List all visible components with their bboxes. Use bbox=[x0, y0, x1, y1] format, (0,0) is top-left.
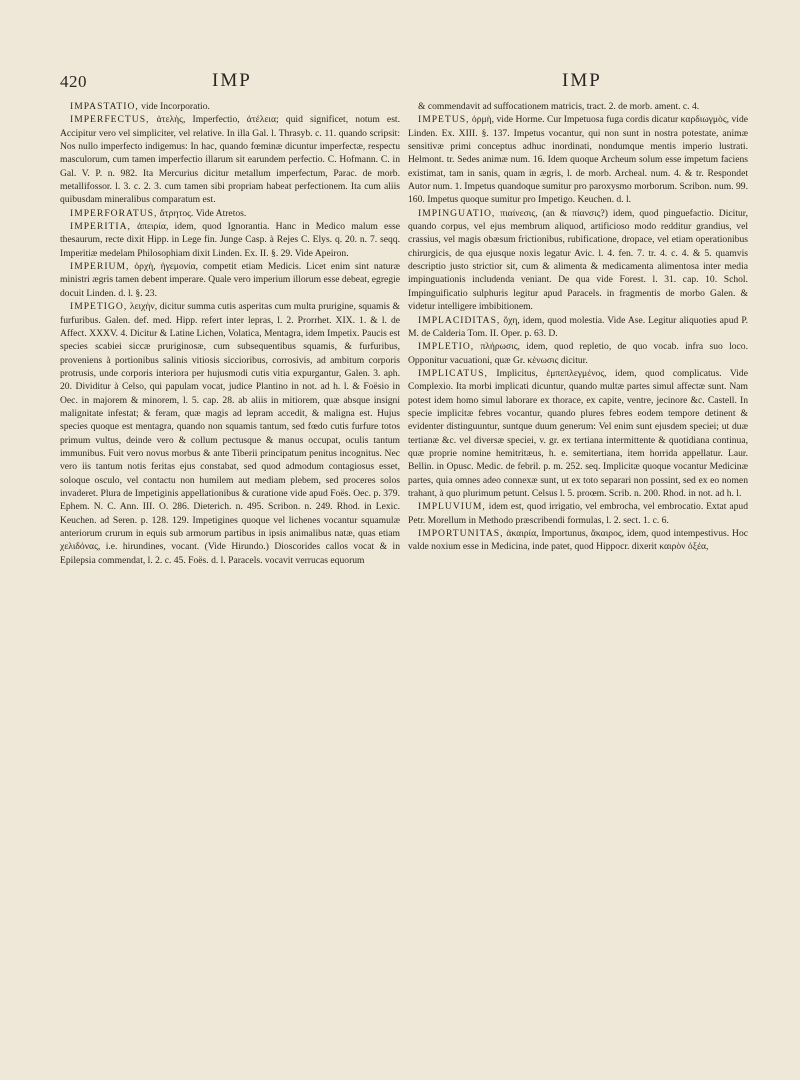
entry-headword: IMPERIUM, bbox=[70, 261, 130, 273]
entry-text: πλήρωσις, idem, quod repletio, de quo vocab. infra suo loco. Opponitur vacuationi, quæ Gr. κένωσις dicitur. bbox=[408, 341, 748, 366]
entry-text: ὄχη, idem, quod molestia. Vide Ase. Legitur aliquoties apud P. M. de Calderia Tom. II. Oper. p. 63. D. bbox=[408, 314, 748, 339]
entry-imperforatus bbox=[60, 207, 400, 220]
entry-headword: IMPINGUATIO, bbox=[418, 207, 496, 219]
entry-impastatio bbox=[60, 100, 400, 113]
entry-impletio bbox=[408, 340, 748, 367]
page-number: 420 bbox=[60, 72, 87, 91]
entry-headword: IMPLACIDITAS, bbox=[418, 314, 501, 326]
entry-impetigo bbox=[60, 300, 400, 567]
entry-headword: IMPERFORATUS, bbox=[70, 207, 158, 219]
entry-headword: IMPERITIA, bbox=[70, 221, 131, 233]
entry-text: λειχὴν, dicitur summa cutis asperitas cum multa prurigine, squamis & furfuribus. Galen. def. med. Hipp. refert inter lepras, l. 2. Prorrhet. XIX. 1. & l. de Affect. XXXV. 4. Dicitur & Latine Lichen, Volatica, Mentagra, idem Impetix. Paucis est species scabiei siccæ pruriginosæ, cum subsequentibus squamis, & furfuribus, proveniens à portionibus salinis vitiosis siccioribus, corrosivis, ad ambitum corporis protrusis, unde corporis interiora per hujusmodi cutis vitia expurgantur, Galen. 3. aph. 20. Dividitur à Celso, qui papulam vocat, judice Plantino in not. ad h. l. & Foësio in Oec. in majorem & minorem, l. 5. cap. 28. ab aliis in mitiorem, quæ absque insigni malignitate infestat; & feram, quæ magis ad lepram accedit, & maligna est. Hujus species quoque est mentagra, quando non squamis tantum, sed fœdo cutis furfure totos primum vultus, deinde vero & collum pectusque & manus occupat, oculis tantum immunibus. Fuit vero novus morbus & ante Tiberii principatum penitus incognitus. Nec vero iis tantum notis feritas ejus constabat, sed quod admodum contagiosus esset, soloque osculo, vel contactu non humilem aut mediam plebem, sed proceres solos invaderet. Plura de Impetiginis appellationibus & curatione vide apud Foës. Oec. p. 379. Ephem. N. C. Ann. III. O. 286. Dieterich. n. 495. Scribon. n. 249. Rhod. in Lexic. Keuchen. ad Seren. p. 128. 129. Impetigines quoque vel lichenes vocantur squamulæ anteriorum crurum in equis sub armorum partibus in ipsis animalibus natæ, quas etiam χελιδόνας, i.e. hirundines, vocant. (Vide Hirundo.) Dioscorides callos vocat & in Epilepsia commendat, l. 2. c. 45. Foës. d. l. Paracels. vocavit verrucas equorum bbox=[60, 301, 400, 566]
entry-text: πιαίνεσις, (an & πίανσις?) idem, quod pinguefactio. Dicitur, quando corpus, vel ejus membrum aliquod, artificioso modo redditur grandius, vel crassius, vel magis obæsum frictionibus, rubificatione, dropace, vel etiam operationibus chirurgicis, de qua ejusque noxis legatur Avic. l. 4. fen. 7. tr. 4. c. 4. & 5. quamvis descriptio justo strictior sit, cum & alimenta & medicamenta alimentosa inter media impinguationis includenda veniant. De qua vide Forest. l. 31. cap. 10. Schol. Impinguificatio sulphuris legitur apud Paracels. in fragmentis de morbo Galen. & videtur intelligere imbibitionem. bbox=[408, 207, 748, 313]
left-column bbox=[60, 100, 400, 567]
entry-text: vide Incorporatio. bbox=[138, 101, 210, 112]
entry-text: & commendavit ad suffocationem matricis, tract. 2. de morb. ament. c. 4. bbox=[418, 101, 700, 112]
entry-imperfectus bbox=[60, 113, 400, 206]
entry-imperitia bbox=[60, 220, 400, 260]
entry-headword: IMPETIGO, bbox=[70, 301, 128, 313]
entry-imperium bbox=[60, 260, 400, 300]
entry-headword: IMPORTUNITAS, bbox=[418, 528, 504, 539]
entry-implicatus bbox=[408, 367, 748, 500]
entry-text: ὀρχὴ, ἡγεμονία, competit etiam Medicis. Licet enim sint naturæ ministri ægris tamen debent imperare. Quale vero imperium illorum esse debeat, egregie docuit Linden. d. l. §. 23. bbox=[60, 261, 400, 299]
entry-text: ἀτελὴς, Imperfectio, ἀτέλεια; quid significet, notum est. Accipitur vero vel simpliciter, vel relative. In illa Gal. l. Thrasyb. c. 11. quando scripsit: Nos nullo imperfecto indigemus: In hac, quando fœminæ dicuntur imperfectæ, respectu masculorum, cum tamen imperfectio illarum sit earundem perfectio. C. Hofmann. C. in Gal. V. P. n. 982. Ita Mercurius dicitur metallum imperfectum, Parac. de morb. metallifossor. l. 3. c. 2. 3. cum tamen sibi propriam habeat perfectionem. Ita cum aliis quibusdam mineralibus comparatum est. bbox=[60, 114, 400, 206]
entry-impladicitas bbox=[408, 314, 748, 341]
entry-text: Implicitus, ἐμπεπλεγμένος, idem, quod complicatus. Vide Complexio. Ita morbi implicati dicuntur, quando multæ partes simul affectæ sunt. Nam potest idem homo simul laborare ex thorace, ex capite, ventre, jecinore &c. Castell. In specie implicitæ febres vocantur, quando plures febres eodem tempore detinent & evidenter distinguuntur, suntque duum generum: Vel enim sunt ejusdem speciei; ut duæ tertianæ &c. vel diversæ speciei, v. gr. ex tertiana intermittente & quotidiana continua, quæ proprie nomine hemitritæus, h. e. semitertiana, item horrida appellatur. Laur. Bellin. in Opusc. Medic. de febril. p. m. 252. seq. Implicitæ quoque vocantur Medicinæ partes, quia omnes adeo connexæ sunt, ut ex toto separari non possint, sed ex eo nomen trahant, à quo plurimum petunt. Celsus l. 5. proœm. Scrib. n. 200. Rhod. in not. ad h. l. bbox=[408, 367, 748, 499]
running-head-left: IMP bbox=[212, 70, 252, 91]
right-column bbox=[408, 100, 748, 554]
entry-headword: IMPLUVIUM, bbox=[418, 501, 486, 513]
entry-text: ὁρμὴ, vide Horme. Cur Impetuosa fuga cordis dicatur καρδιωγμὸς, vide Linden. Ex. XIII. §. 137. Impetus vocantur, qui non sunt in nostra potestate, animæ sensitivæ primi conceptus adhuc inordinati, nondumque mentis imperio lustrati. Helmont. tr. Sedes animæ num. 16. Idem quoque Archeum solum esse impetum faciens existimat, tam in sanis, quam in ægris, l. de morb. Archeal. num. 4. & tr. Respondet Autor num. 1. Impetus quandoque sumitur pro paroxysmo morborum. Scribon. num. 99. 160. Impetus quoque sumitur pro Impetigo. Keuchen. d. l. bbox=[408, 114, 748, 206]
entry-text: idem est, quod irrigatio, vel embrocha, vel embrocatio. Extat apud Petr. Morellum in Methodo præscribendi formulas, l. 2. sect. 1. c. 6. bbox=[408, 501, 748, 526]
entry-headword: IMPERFECTUS, bbox=[70, 114, 150, 126]
entry-text: ἄτρητος. Vide Atretos. bbox=[157, 207, 247, 219]
entry-headword: IMPLETIO, bbox=[418, 341, 475, 353]
entry-text: ἀπειρία, idem, quod Ignorantia. Hanc in Medico malum esse thesaurum, recte dixit Hipp. in Lege fin. Junge Casp. à Rejes C. Elys. q. 20. n. 7. seqq. Imperitiæ medelam Philosophiam dixit Linden. Ex. II. §. 29. Vide Apeiron. bbox=[60, 221, 400, 259]
entry-headword: IMPETUS, bbox=[418, 114, 470, 126]
entry-impetus bbox=[408, 113, 748, 206]
entry-headword: IMPLICATUS, bbox=[418, 367, 488, 379]
running-head-right: IMP bbox=[562, 70, 602, 91]
entry-headword: IMPASTATIO, bbox=[70, 101, 139, 112]
entry-text: ἀκαιρία, Importunus, ἄκαιρος, idem, quod intempestivus. Hoc valde noxium esse in Medicina, inde patet, quod Hippocr. dixerit καιρὸν ὀξέα, bbox=[408, 528, 748, 553]
entry-impluvium bbox=[408, 500, 748, 527]
entry-importunitas bbox=[408, 527, 748, 554]
entry-impinguatio bbox=[408, 207, 748, 314]
entry-continuation bbox=[408, 100, 748, 113]
